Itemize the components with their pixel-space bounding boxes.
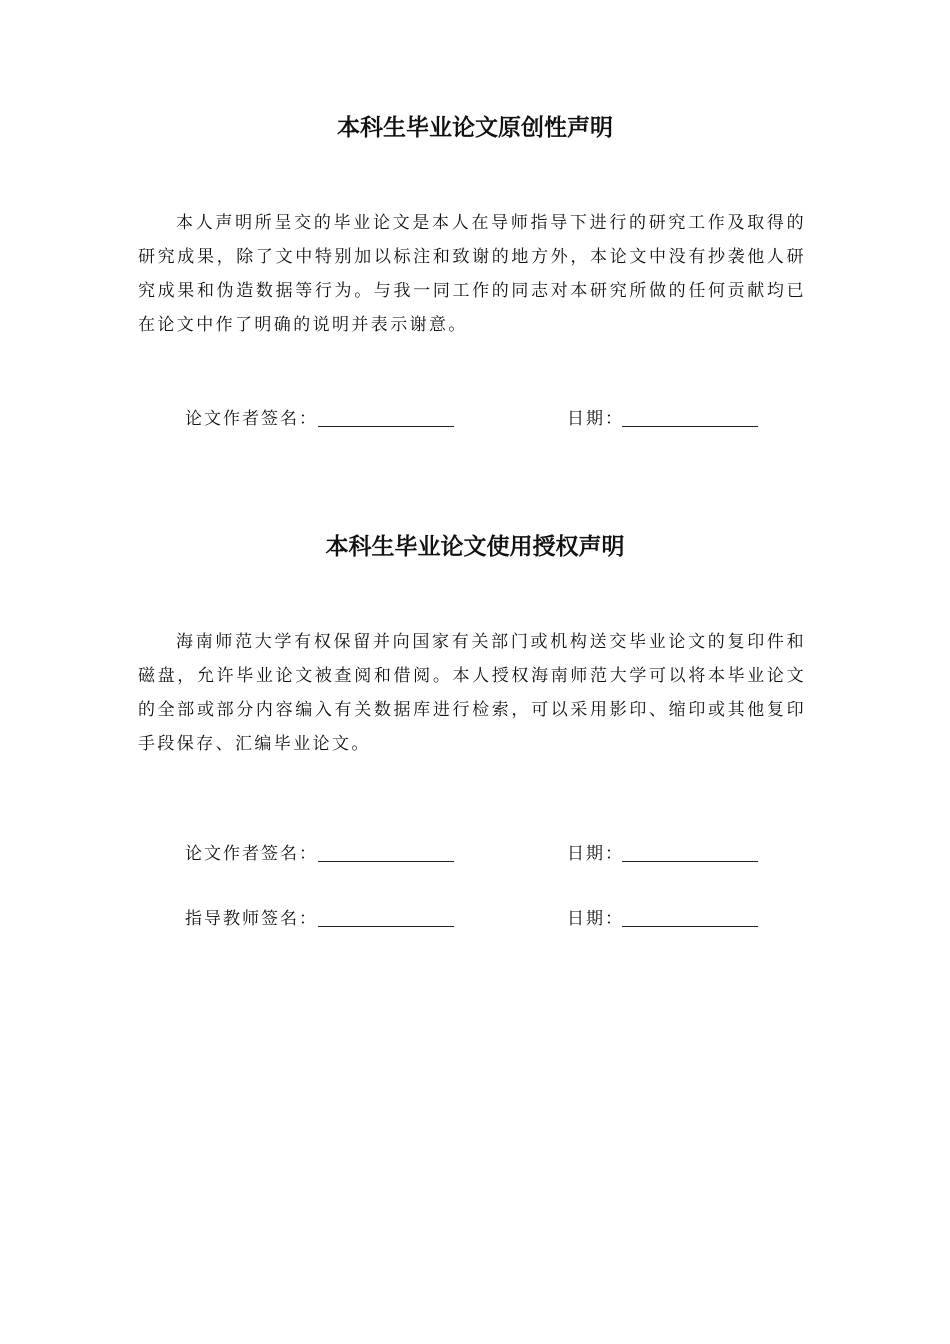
authorization-author-signature-row: [185, 839, 785, 865]
originality-title: 本科生毕业论文原创性声明: [337, 115, 613, 141]
authorization-title: 本科生毕业论文使用授权声明: [325, 534, 625, 560]
author-signature-field[interactable]: [318, 426, 454, 427]
authorization-paragraph: 海南师范大学有权保留并向国家有关部门或机构送交毕业论文的复印件和磁盘，允许毕业论文被查阅和借阅。本人授权海南师范大学可以将本毕业论文的全部或部分内容编入有关数据库进行检索，可以采用影印、缩印或其他复印手段保存、汇编毕业论文。: [138, 632, 806, 754]
date-field[interactable]: [622, 426, 758, 427]
date-label: 日期：: [567, 409, 624, 429]
date-label: 日期：: [567, 844, 624, 864]
advisor-signature-field[interactable]: [318, 926, 454, 927]
originality-paragraph: 本人声明所呈交的毕业论文是本人在导师指导下进行的研究工作及取得的研究成果，除了文中特别加以标注和致谢的地方外，本论文中没有抄袭他人研究成果和伪造数据等行为。与我一同工作的同志对本研究所做的任何贡献均已在论文中作了明确的说明并表示谢意。: [138, 213, 806, 335]
authorization-advisor-signature-row: [185, 904, 785, 930]
date-field[interactable]: [622, 926, 758, 927]
date-label: 日期：: [567, 909, 624, 929]
author-signature-label: 论文作者签名：: [185, 409, 318, 429]
date-field[interactable]: [622, 861, 758, 862]
author-signature-label: 论文作者签名：: [185, 844, 318, 864]
advisor-signature-label: 指导教师签名：: [185, 909, 318, 929]
originality-signature-row: [185, 404, 785, 430]
author-signature-field[interactable]: [318, 861, 454, 862]
